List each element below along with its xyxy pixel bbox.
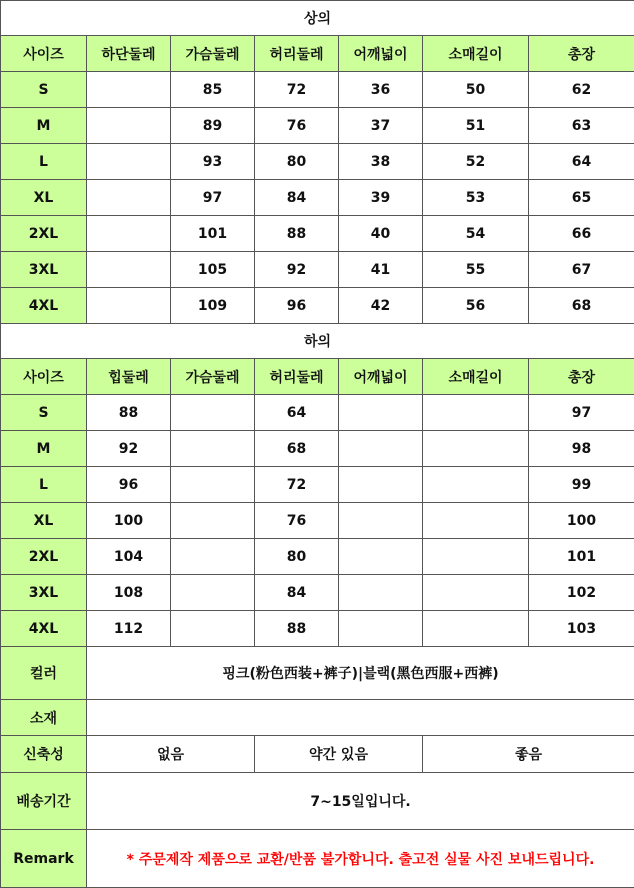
bottom-measurement-cell: 96 (87, 467, 171, 503)
top-measurement-cell: 36 (339, 72, 423, 108)
top-size-label: S (1, 72, 87, 108)
color-value: 핑크(粉色西装+裤子)|블랙(黑色西服+西裤) (87, 647, 634, 700)
stretch-option: 약간 있음 (255, 736, 423, 773)
top-measurement-cell: 101 (171, 216, 255, 252)
bottom-size-label: L (1, 467, 87, 503)
top-measurement-cell: 66 (529, 216, 634, 252)
top-size-row (1, 72, 634, 108)
bottom-column-header: 소매길이 (423, 359, 529, 395)
top-measurement-cell: 63 (529, 108, 634, 144)
top-measurement-cell: 42 (339, 288, 423, 324)
stretch-label: 신축성 (1, 736, 87, 773)
top-size-row (1, 144, 634, 180)
bottom-measurement-cell: 104 (87, 539, 171, 575)
top-column-header: 하단둘레 (87, 36, 171, 72)
top-size-row (1, 216, 634, 252)
material-label: 소재 (1, 700, 87, 736)
top-measurement-cell: 80 (255, 144, 339, 180)
bottom-measurement-cell: 68 (255, 431, 339, 467)
bottom-measurement-cell (423, 611, 529, 647)
bottom-measurement-cell (171, 611, 255, 647)
top-section-title-row (1, 1, 634, 36)
bottom-measurement-cell (339, 539, 423, 575)
top-measurement-cell: 64 (529, 144, 634, 180)
remark-label: Remark (1, 830, 87, 888)
top-section-title: 상의 (1, 1, 634, 36)
top-measurement-cell: 72 (255, 72, 339, 108)
top-measurement-cell: 92 (255, 252, 339, 288)
top-size-label: M (1, 108, 87, 144)
bottom-measurement-cell (339, 611, 423, 647)
top-measurement-cell: 52 (423, 144, 529, 180)
bottom-size-label: 4XL (1, 611, 87, 647)
top-measurement-cell: 62 (529, 72, 634, 108)
top-measurement-cell: 53 (423, 180, 529, 216)
bottom-measurement-cell: 88 (255, 611, 339, 647)
top-measurement-cell: 67 (529, 252, 634, 288)
bottom-size-label: 2XL (1, 539, 87, 575)
top-measurement-cell: 39 (339, 180, 423, 216)
bottom-measurement-cell: 112 (87, 611, 171, 647)
bottom-measurement-cell: 64 (255, 395, 339, 431)
bottom-measurement-cell (339, 395, 423, 431)
top-measurement-cell: 50 (423, 72, 529, 108)
top-measurement-cell: 38 (339, 144, 423, 180)
bottom-measurement-cell (423, 467, 529, 503)
top-size-label: 2XL (1, 216, 87, 252)
bottom-column-header: 총장 (529, 359, 634, 395)
top-measurement-cell: 88 (255, 216, 339, 252)
bottom-column-header: 사이즈 (1, 359, 87, 395)
top-measurement-cell: 40 (339, 216, 423, 252)
bottom-measurement-cell (171, 575, 255, 611)
bottom-size-label: 3XL (1, 575, 87, 611)
color-label: 컬러 (1, 647, 87, 700)
top-measurement-cell (87, 252, 171, 288)
top-column-header: 허리둘레 (255, 36, 339, 72)
bottom-measurement-cell (423, 575, 529, 611)
top-measurement-cell: 56 (423, 288, 529, 324)
bottom-measurement-cell (423, 431, 529, 467)
bottom-size-label: M (1, 431, 87, 467)
top-measurement-cell: 109 (171, 288, 255, 324)
top-size-row (1, 180, 634, 216)
top-measurement-cell: 54 (423, 216, 529, 252)
top-measurement-cell: 96 (255, 288, 339, 324)
bottom-measurement-cell (171, 395, 255, 431)
top-size-row (1, 288, 634, 324)
bottom-measurement-cell: 99 (529, 467, 634, 503)
bottom-column-header: 허리둘레 (255, 359, 339, 395)
top-size-label: 4XL (1, 288, 87, 324)
top-measurement-cell: 84 (255, 180, 339, 216)
bottom-measurement-cell: 101 (529, 539, 634, 575)
bottom-size-row (1, 539, 634, 575)
top-measurement-cell: 55 (423, 252, 529, 288)
stretch-row (1, 736, 634, 773)
bottom-measurement-cell (339, 503, 423, 539)
delivery-label: 배송기간 (1, 773, 87, 830)
remark-row (1, 830, 634, 888)
bottom-measurement-cell (339, 467, 423, 503)
top-column-header: 가슴둘레 (171, 36, 255, 72)
top-measurement-cell (87, 144, 171, 180)
bottom-size-row (1, 611, 634, 647)
bottom-size-row (1, 503, 634, 539)
bottom-measurement-cell: 98 (529, 431, 634, 467)
bottom-column-header: 어깨넓이 (339, 359, 423, 395)
bottom-measurement-cell: 92 (87, 431, 171, 467)
bottom-section-title: 하의 (1, 324, 634, 359)
bottom-size-row (1, 467, 634, 503)
bottom-measurement-cell: 102 (529, 575, 634, 611)
bottom-measurement-cell (171, 431, 255, 467)
bottom-column-header: 가슴둘레 (171, 359, 255, 395)
top-measurement-cell (87, 108, 171, 144)
top-size-label: 3XL (1, 252, 87, 288)
bottom-measurement-cell: 84 (255, 575, 339, 611)
remark-value: * 주문제작 제품으로 교환/반품 불가합니다. 출고전 실물 사진 보내드립니다. (87, 830, 634, 888)
bottom-measurement-cell (171, 467, 255, 503)
stretch-option: 좋음 (423, 736, 634, 773)
bottom-measurement-cell: 97 (529, 395, 634, 431)
color-row (1, 647, 634, 700)
bottom-measurement-cell (171, 539, 255, 575)
bottom-measurement-cell: 88 (87, 395, 171, 431)
stretch-option: 없음 (87, 736, 255, 773)
bottom-size-row (1, 395, 634, 431)
material-value (87, 700, 634, 736)
top-column-header: 어깨넓이 (339, 36, 423, 72)
bottom-measurement-cell: 103 (529, 611, 634, 647)
bottom-measurement-cell (339, 575, 423, 611)
material-row (1, 700, 634, 736)
bottom-header-row (1, 359, 634, 395)
delivery-value: 7~15일입니다. (87, 773, 634, 830)
bottom-measurement-cell (423, 539, 529, 575)
bottom-column-header: 힙둘레 (87, 359, 171, 395)
top-measurement-cell: 76 (255, 108, 339, 144)
top-measurement-cell: 65 (529, 180, 634, 216)
top-measurement-cell: 85 (171, 72, 255, 108)
bottom-size-row (1, 431, 634, 467)
top-measurement-cell: 89 (171, 108, 255, 144)
top-column-header: 사이즈 (1, 36, 87, 72)
top-measurement-cell: 97 (171, 180, 255, 216)
top-measurement-cell: 51 (423, 108, 529, 144)
bottom-measurement-cell: 76 (255, 503, 339, 539)
bottom-measurement-cell (423, 503, 529, 539)
top-measurement-cell: 41 (339, 252, 423, 288)
bottom-measurement-cell (171, 503, 255, 539)
top-measurement-cell: 37 (339, 108, 423, 144)
bottom-measurement-cell: 100 (529, 503, 634, 539)
top-measurement-cell (87, 180, 171, 216)
top-measurement-cell: 68 (529, 288, 634, 324)
bottom-measurement-cell: 108 (87, 575, 171, 611)
bottom-size-label: XL (1, 503, 87, 539)
top-column-header: 총장 (529, 36, 634, 72)
top-size-row (1, 108, 634, 144)
top-measurement-cell (87, 216, 171, 252)
top-header-row (1, 36, 634, 72)
top-measurement-cell (87, 72, 171, 108)
bottom-measurement-cell (339, 431, 423, 467)
bottom-size-label: S (1, 395, 87, 431)
top-measurement-cell: 105 (171, 252, 255, 288)
bottom-size-row (1, 575, 634, 611)
bottom-measurement-cell: 100 (87, 503, 171, 539)
bottom-measurement-cell: 72 (255, 467, 339, 503)
bottom-measurement-cell (423, 395, 529, 431)
top-size-label: XL (1, 180, 87, 216)
top-column-header: 소매길이 (423, 36, 529, 72)
top-measurement-cell: 93 (171, 144, 255, 180)
bottom-measurement-cell: 80 (255, 539, 339, 575)
delivery-row (1, 773, 634, 830)
bottom-section-title-row (1, 324, 634, 359)
top-size-row (1, 252, 634, 288)
top-size-label: L (1, 144, 87, 180)
top-measurement-cell (87, 288, 171, 324)
